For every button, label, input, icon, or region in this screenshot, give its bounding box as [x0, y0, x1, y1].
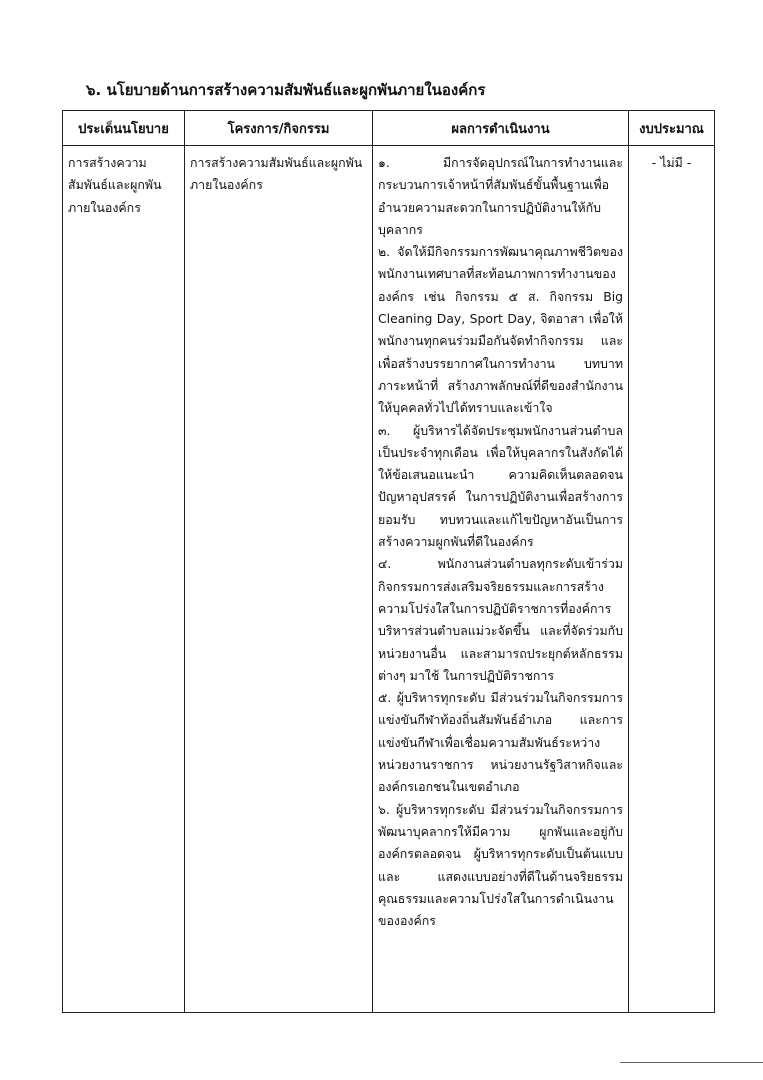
header-issue: ประเด็นนโยบาย	[63, 111, 185, 146]
result-item: ๓. ผู้บริหารได้จัดประชุมพนักงานส่วนตำบลเป็นประจำทุกเดือน เพื่อให้บุคลากรในสังกัดได้ให้ข้อเสนอแนะนำ ความคิดเห็นตลอดจนปัญหาอุปสรรค์ ในการปฏิบัติงานเพื่อสร้างการยอมรับ ทบทวนและแก้ไขปัญหาอันเป็นการสร้างความผูกพันที่ดีในองค์กร	[378, 422, 623, 550]
result-item: ๕. ผู้บริหารทุกระดับ มีส่วนร่วมในกิจกรรมการแข่งขันกีฬาท้องถิ่นสัมพันธ์อำเภอ และการแข่งขันกีฬาเพื่อเชื่อมความสัมพันธ์ระหว่าง หน่วยงานราชการ หน่วยงานรัฐวิสาหกิจและองค์กรเอกชนในเขตอำเภอ	[378, 690, 623, 795]
cell-issue: การสร้างความสัมพันธ์และผูกพันภายในองค์กร	[63, 146, 185, 1013]
cell-results	[373, 146, 629, 1013]
footer-rule	[620, 1062, 763, 1063]
result-item: ๖. ผู้บริหารทุกระดับ มีส่วนร่วมในกิจกรรมการพัฒนาบุคลากรให้มีความ ผูกพันและอยู่กับองค์กรตลอดจน ผู้บริหารทุกระดับเป็นต้นแบบและ แสดงแบบอย่างที่ดีในด้านจริยธรรม คุณธรรมและความโปร่งใสในการดำเนินงานขององค์กร	[378, 801, 623, 929]
result-item: ๔. พนักงานส่วนตำบลทุกระดับเข้าร่วมกิจกรรมการส่งเสริมจริยธรรมและการสร้างความโปร่งใสในการปฏิบัติราชการที่องค์การบริหารส่วนตำบลแม่วะจัดขึ้น และที่จัดร่วมกับหน่วยงานอื่น และสามารถประยุกต์หลักธรรมต่างๆ มาใช้ ในการปฏิบัติราชการ	[378, 556, 623, 683]
result-item: ๑. มีการจัดอุปกรณ์ในการทำงานและกระบวนการเจ้าหน้าที่สัมพันธ์ขั้นพื้นฐานเพื่ออำนวยความสะดวกในการปฏิบัติงานให้กับบุคลากร	[378, 155, 623, 237]
header-project: โครงการ/กิจกรรม	[185, 111, 373, 146]
section-title: ๖. นโยบายด้านการสร้างความสัมพันธ์และผูกพันภายในองค์กร	[86, 81, 486, 99]
policy-table	[62, 110, 715, 1013]
result-item: ๒. จัดให้มีกิจกรรมการพัฒนาคุณภาพชีวิตของพนักงานเทศบาลที่สะท้อนภาพการทำงานขององค์กร เช่น กิจกรรม ๕ ส. กิจกรรม Big Cleaning Day, Sport Day, จิตอาสา เพื่อให้พนักงานทุกคนร่วมมือกันจัดทำกิจกรรม และเพื่อสร้างบรรยากาศในการทำงาน บทบาทภาระหน้าที่ สร้างภาพลักษณ์ที่ดีของสำนักงานให้บุคคลทั่วไปได้ทราบและเข้าใจ	[378, 244, 623, 416]
cell-budget: - ไม่มี -	[629, 146, 715, 1013]
header-result: ผลการดำเนินงาน	[373, 111, 629, 146]
cell-project: การสร้างความสัมพันธ์และผูกพันภายในองค์กร	[185, 146, 373, 1013]
table-row	[63, 146, 715, 1013]
table-header-row	[63, 111, 715, 146]
header-budget: งบประมาณ	[629, 111, 715, 146]
